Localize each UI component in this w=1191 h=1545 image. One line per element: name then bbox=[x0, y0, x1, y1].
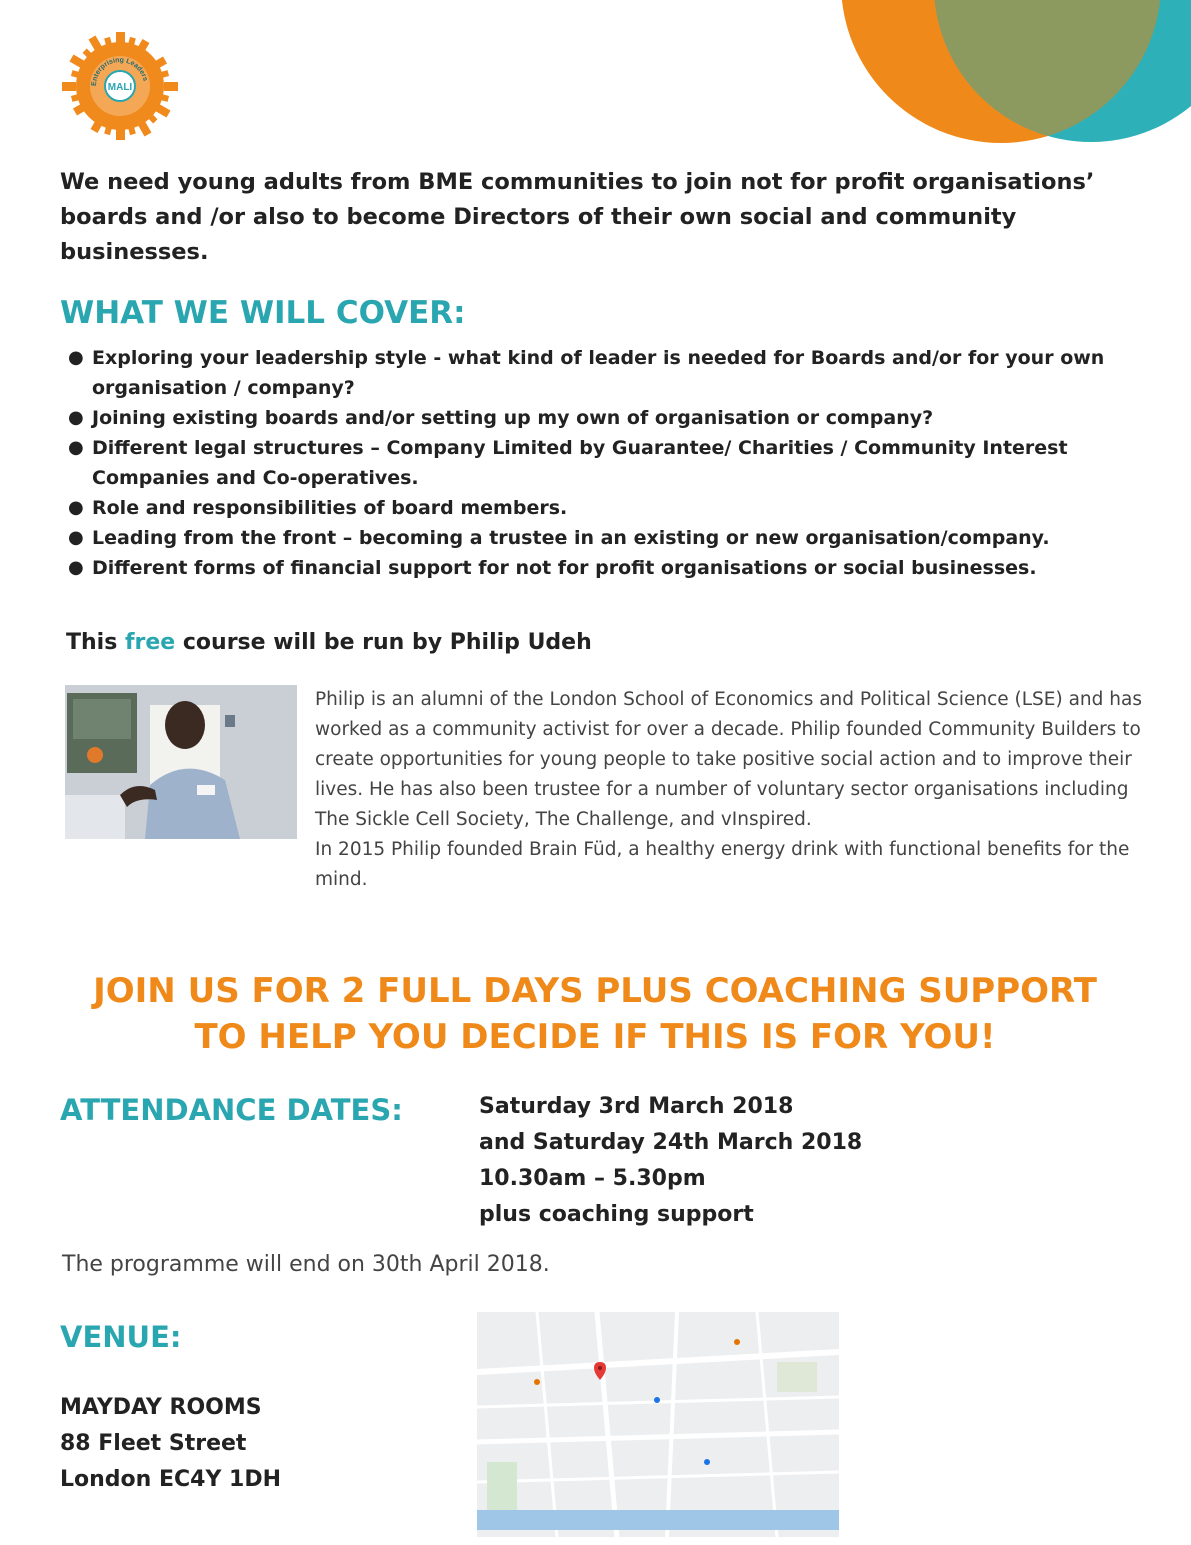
join-banner bbox=[40, 968, 1150, 1060]
intro-text: We need young adults from BME communities to join not for profit organisations’ boards and /or also to become Directors of their own social and community businesses. bbox=[60, 169, 1095, 265]
cover-heading: WHAT WE WILL COVER: bbox=[60, 295, 466, 331]
date-line: Saturday 3rd March 2018 bbox=[479, 1094, 794, 1119]
bullet-icon: ● bbox=[68, 527, 84, 548]
free-highlight: free bbox=[124, 630, 176, 655]
venue-map[interactable] bbox=[477, 1312, 839, 1537]
date-line: plus coaching support bbox=[479, 1202, 754, 1227]
programme-end-note: The programme will end on 30th April 2018. bbox=[62, 1252, 550, 1277]
bullet-icon: ● bbox=[68, 497, 84, 518]
list-item: ● Joining existing boards and/or setting up my own of organisation or company? bbox=[62, 403, 1142, 433]
decorative-circles bbox=[791, 0, 1191, 150]
presenter-photo bbox=[65, 685, 297, 839]
list-item: ● Exploring your leadership style - what kind of leader is needed for Boards and/or for your own organisation / company? bbox=[62, 343, 1142, 403]
attendance-heading: ATTENDANCE DATES: bbox=[60, 1093, 403, 1127]
presenter-bio bbox=[315, 685, 1155, 895]
join-line-2: TO HELP YOU DECIDE IF THIS IS FOR YOU! bbox=[194, 1017, 996, 1057]
bio-paragraph: In 2015 Philip founded Brain Füd, a healthy energy drink with functional benefits for the mind. bbox=[315, 839, 1130, 890]
venue-heading: VENUE: bbox=[60, 1320, 182, 1354]
logo-ring-text: Enterprising Leaders bbox=[90, 56, 149, 87]
course-line: This free course will be run by Philip Udeh bbox=[66, 630, 592, 655]
venue-address bbox=[60, 1390, 281, 1498]
address-line: MAYDAY ROOMS bbox=[60, 1395, 262, 1420]
list-item: ● Leading from the front – becoming a trustee in an existing or new organisation/company. bbox=[62, 523, 1142, 553]
join-line-1: JOIN US FOR 2 FULL DAYS PLUS COACHING SUPPORT bbox=[93, 971, 1097, 1011]
address-line: London EC4Y 1DH bbox=[60, 1467, 282, 1492]
logo-center-text: MALI bbox=[107, 82, 133, 93]
bullet-icon: ● bbox=[68, 407, 84, 428]
bullet-icon: ● bbox=[68, 557, 84, 578]
address-line: 88 Fleet Street bbox=[60, 1431, 247, 1456]
list-item: ● Different legal structures – Company Limited by Guarantee/ Charities / Community Interest Companies and Co-operatives. bbox=[62, 433, 1142, 493]
date-line: and Saturday 24th March 2018 bbox=[479, 1130, 863, 1155]
mali-logo bbox=[58, 30, 182, 142]
bio-paragraph: Philip is an alumni of the London School of Economics and Political Science (LSE) and has worked as a community activist for over a decade. Philip founded Community Builders to create opportunities for young people to take positive social action and to improve their lives. He has also been trustee for a number of voluntary sector organisations including The Sickle Cell Society, The Challenge, and vInspired. bbox=[315, 689, 1142, 830]
attendance-dates bbox=[479, 1089, 862, 1233]
bullet-icon: ● bbox=[68, 347, 84, 368]
list-item: ● Different forms of financial support for not for profit organisations or social businesses. bbox=[62, 553, 1142, 583]
list-item: ● Role and responsibilities of board members. bbox=[62, 493, 1142, 523]
cover-list bbox=[62, 343, 1142, 583]
bullet-icon: ● bbox=[68, 437, 84, 458]
date-line: 10.30am – 5.30pm bbox=[479, 1166, 706, 1191]
